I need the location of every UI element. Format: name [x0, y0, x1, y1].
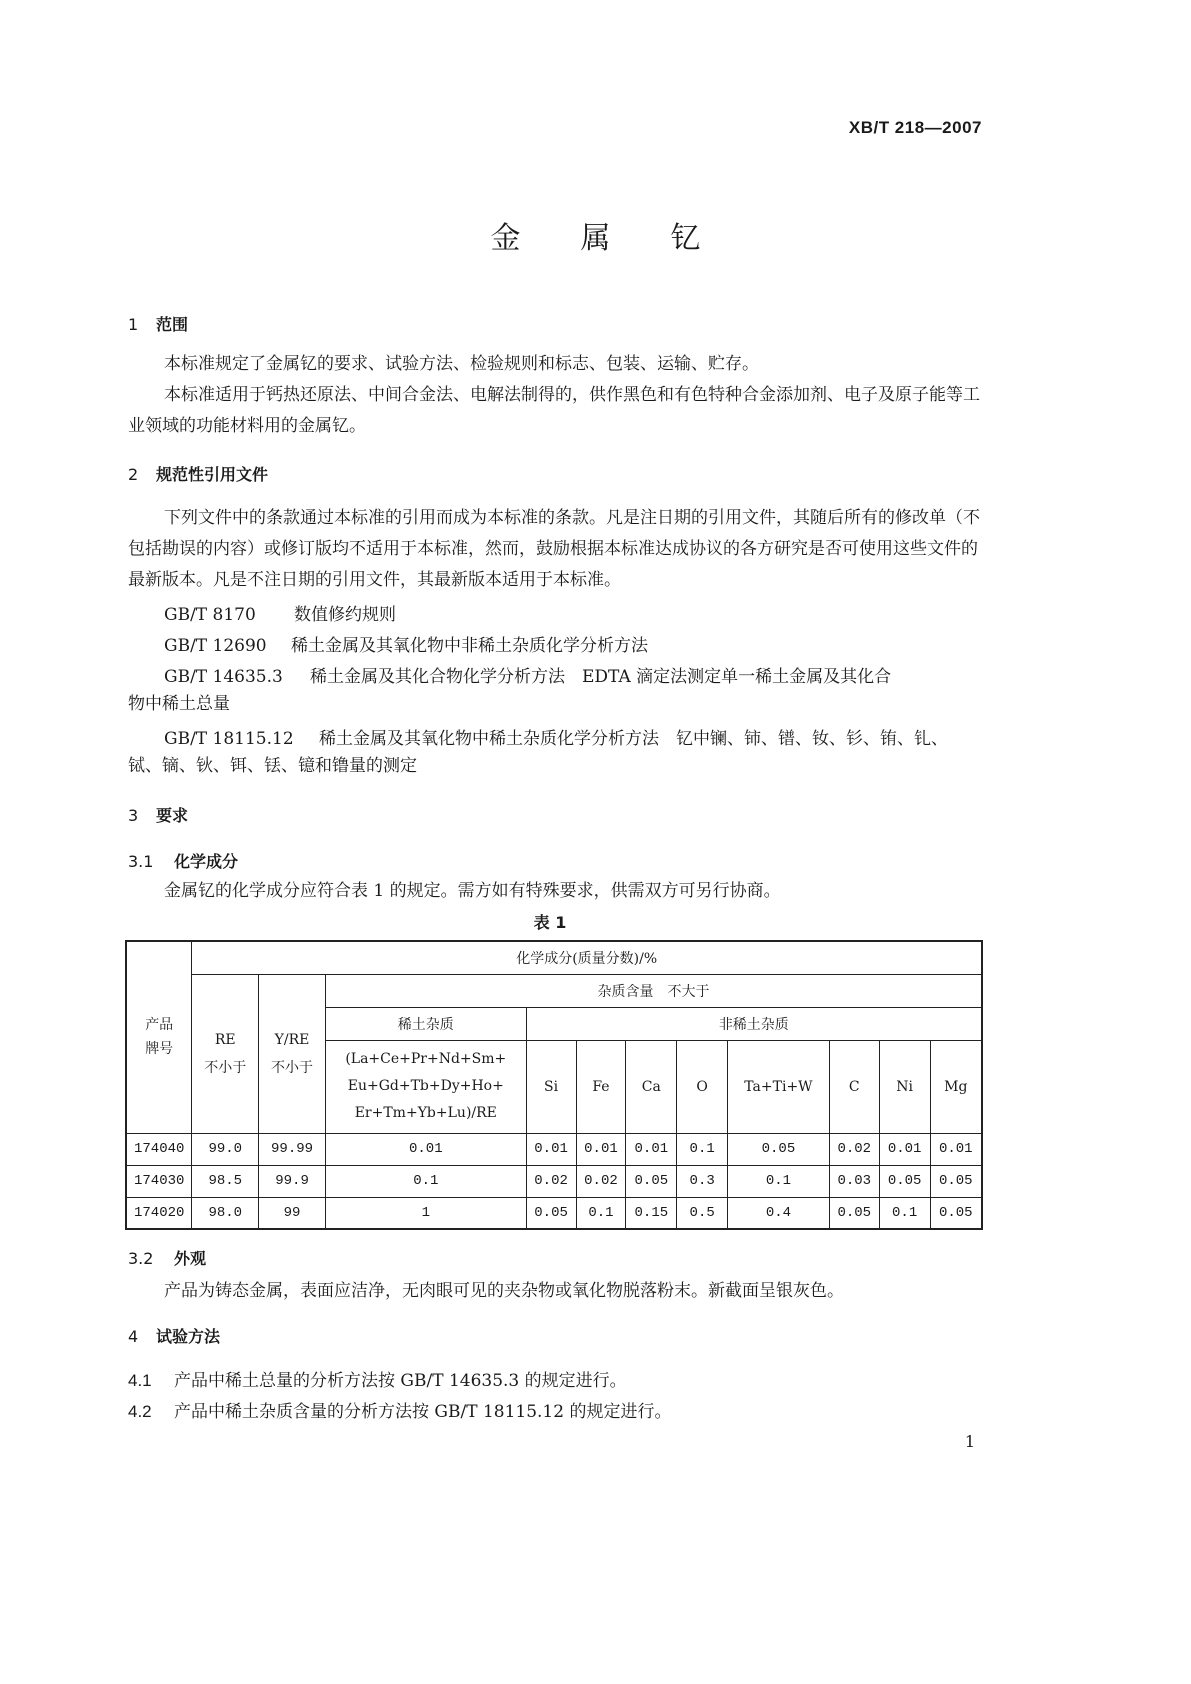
cell-grade: 174040 — [126, 1133, 192, 1165]
header-product-grade: 产品 牌号 — [126, 941, 192, 1133]
reference-item — [164, 631, 648, 656]
reference-item — [164, 662, 891, 687]
header-non-re-impurity: 非稀土杂质 — [526, 1007, 982, 1040]
paragraph: 下列文件中的条款通过本标准的引用而成为本标准的条款。凡是注日期的引用文件，其随后所有的修改单（不包括勘误的内容）或修订版均不适用于本标准，然而，鼓励根据本标准达成协议的各方研究是否可使用这些文件的最新版本。凡是不注日期的引用文件，其最新版本适用于本标准。 — [128, 508, 980, 590]
formula-line: Er+Tm+Yb+Lu)/RE — [354, 1105, 497, 1121]
paragraph: 产品为铸态金属，表面应洁净，无肉眼可见的夹杂物或氧化物脱落粉末。新截面呈银灰色。 — [164, 1281, 844, 1301]
section-2-heading — [128, 462, 268, 485]
header-re: RE 不小于 — [192, 974, 259, 1133]
cell-value: 0.05 — [728, 1133, 830, 1165]
subsection-title: 外观 — [174, 1249, 207, 1268]
reference-code: GB/T 12690 — [164, 636, 267, 656]
header-re-impurity: 稀土杂质 — [325, 1007, 526, 1040]
header-element: C — [829, 1040, 879, 1133]
cell-value: 0.1 — [576, 1197, 626, 1229]
cell-re-impurity: 1 — [325, 1197, 526, 1229]
reference-text: 稀土金属及其化合物化学分析方法 EDTA 滴定法测定单一稀土金属及其化合 — [310, 667, 892, 687]
cell-value: 0.1 — [677, 1133, 728, 1165]
cell-value: 0.01 — [879, 1133, 930, 1165]
cell-value: 0.01 — [626, 1133, 677, 1165]
section-title: 试验方法 — [156, 1327, 221, 1346]
header-element: Fe — [576, 1040, 626, 1133]
table-row — [126, 1197, 982, 1229]
header-element: Ta+Ti+W — [728, 1040, 830, 1133]
chemical-composition-table — [125, 940, 983, 1230]
paragraph: 本标准适用于钙热还原法、中间合金法、电解法制得的，供作黑色和有色特种合金添加剂、电子及原子能等工业领域的功能材料用的金属钇。 — [128, 385, 980, 436]
cell-value: 0.5 — [677, 1197, 728, 1229]
cell-value: 0.01 — [526, 1133, 576, 1165]
table-row — [126, 1133, 982, 1165]
subsection-3-2-heading — [128, 1246, 206, 1269]
header-element: Mg — [930, 1040, 982, 1133]
cell-y-re: 99 — [259, 1197, 326, 1229]
title-char-2: 属 — [580, 221, 611, 256]
paragraph: 金属钇的化学成分应符合表 1 的规定。需方如有特殊要求，供需双方可另行协商。 — [164, 881, 781, 901]
header-chemical-composition: 化学成分(质量分数)/% — [192, 941, 982, 974]
cell-re-impurity: 0.01 — [325, 1133, 526, 1165]
subsection-number: 3.1 — [128, 852, 154, 871]
reference-code: GB/T 8170 — [164, 605, 256, 625]
header-element: Ca — [626, 1040, 677, 1133]
reference-code: GB/T 18115.12 — [164, 729, 294, 749]
section-4-heading — [128, 1324, 220, 1347]
standard-code: XB/T 218—2007 — [848, 118, 982, 137]
header-element: Si — [526, 1040, 576, 1133]
cell-value: 0.02 — [829, 1133, 879, 1165]
section-number: 3 — [128, 806, 139, 825]
title-char-1: 金 — [490, 221, 521, 256]
cell-value: 0.4 — [728, 1197, 830, 1229]
reference-continuation: 物中稀土总量 — [128, 694, 230, 714]
cell-value: 0.05 — [829, 1197, 879, 1229]
paragraph: 本标准规定了金属钇的要求、试验方法、检验规则和标志、包装、运输、贮存。 — [164, 354, 759, 374]
cell-value: 0.01 — [930, 1133, 982, 1165]
cell-value: 0.05 — [526, 1197, 576, 1229]
reference-text: 数值修约规则 — [294, 605, 396, 625]
section-number: 4 — [128, 1327, 139, 1346]
clause-text: 产品中稀土总量的分析方法按 GB/T 14635.3 的规定进行。 — [174, 1371, 627, 1391]
cell-re: 99.0 — [192, 1133, 259, 1165]
section-number: 2 — [128, 465, 139, 484]
title-char-3: 钇 — [670, 221, 701, 256]
formula-line: (La+Ce+Pr+Nd+Sm+ — [345, 1051, 507, 1067]
cell-value: 0.03 — [829, 1165, 879, 1197]
section-title: 规范性引用文件 — [156, 465, 269, 484]
subsection-title: 化学成分 — [174, 852, 239, 871]
cell-value: 0.05 — [626, 1165, 677, 1197]
cell-value: 0.01 — [576, 1133, 626, 1165]
reference-item — [164, 600, 396, 625]
cell-value: 0.05 — [879, 1165, 930, 1197]
cell-value: 0.3 — [677, 1165, 728, 1197]
page-number: 1 — [964, 1432, 975, 1451]
reference-item — [164, 724, 948, 749]
reference-continuation: 铽、镝、钬、铒、铥、镱和镥量的测定 — [128, 756, 417, 776]
cell-grade: 174020 — [126, 1197, 192, 1229]
cell-value: 0.1 — [728, 1165, 830, 1197]
table-caption: 表 1 — [533, 913, 567, 932]
section-number: 1 — [128, 315, 139, 334]
cell-value: 0.15 — [626, 1197, 677, 1229]
reference-code: GB/T 14635.3 — [164, 667, 283, 687]
clause-number: 4.1 — [128, 1371, 152, 1390]
reference-text: 稀土金属及其氧化物中稀土杂质化学分析方法 钇中镧、铈、镨、钕、钐、铕、钆、 — [319, 729, 948, 749]
clause-number: 4.2 — [128, 1402, 152, 1421]
subsection-number: 3.2 — [128, 1249, 154, 1268]
cell-value: 0.02 — [526, 1165, 576, 1197]
cell-re-impurity: 0.1 — [325, 1165, 526, 1197]
cell-re: 98.0 — [192, 1197, 259, 1229]
clause-item — [128, 1396, 988, 1428]
cell-grade: 174030 — [126, 1165, 192, 1197]
header-re-impurity-formula — [325, 1040, 526, 1133]
subsection-3-1-heading — [128, 849, 238, 872]
document-title — [0, 213, 1191, 257]
header-element: Ni — [879, 1040, 930, 1133]
formula-line: Eu+Gd+Tb+Dy+Ho+ — [347, 1078, 504, 1094]
header-y-re: Y/RE 不小于 — [259, 974, 326, 1133]
cell-value: 0.05 — [930, 1165, 982, 1197]
clause-item — [128, 1365, 988, 1397]
section-title: 要求 — [156, 806, 189, 825]
header-impurity-content: 杂质含量 不大于 — [325, 974, 982, 1007]
section-3-heading — [128, 803, 188, 826]
cell-value: 0.1 — [879, 1197, 930, 1229]
header-element: O — [677, 1040, 728, 1133]
reference-text: 稀土金属及其氧化物中非稀土杂质化学分析方法 — [291, 636, 648, 656]
cell-re: 98.5 — [192, 1165, 259, 1197]
cell-value: 0.02 — [576, 1165, 626, 1197]
section-title: 范围 — [156, 315, 189, 334]
cell-y-re: 99.9 — [259, 1165, 326, 1197]
cell-value: 0.05 — [930, 1197, 982, 1229]
cell-y-re: 99.99 — [259, 1133, 326, 1165]
table-row — [126, 1165, 982, 1197]
section-1-heading — [128, 312, 188, 335]
clause-text: 产品中稀土杂质含量的分析方法按 GB/T 18115.12 的规定进行。 — [174, 1402, 672, 1422]
